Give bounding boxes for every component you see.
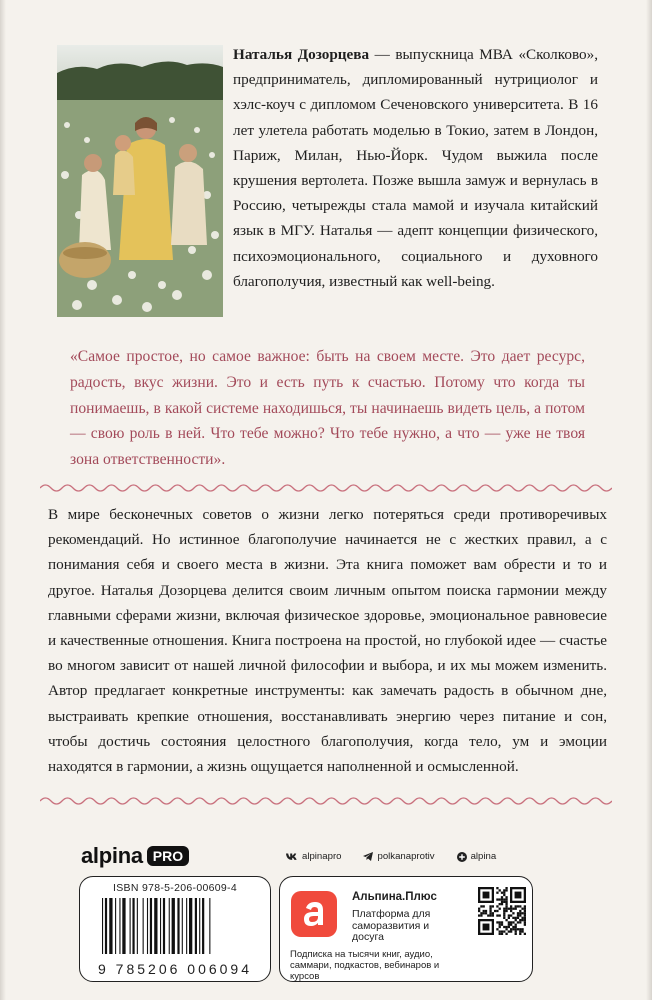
social-telegram-handle: polkanaprotiv (377, 851, 435, 862)
author-bio-text: — выпускница МВА «Сколково», предприниматель, дипломированный нутрициолог и хэлс-коуч с дипломом Сеченовского университета. В 16 лет улетела работать моделью в Токио, затем в Лондон, Париж, Милан, Нью-Йорк. Чудом выжила после крушения вертолета. Позже вышла замуж и вернулась в Россию, четырежды стала мамой и изучала китайский язык в МГУ. Наталья — адепт концепции физического, психоэмоционального, социального и духовного благополучия, известный как well-being. (233, 46, 598, 290)
alpina-plus-footer: Подписка на тысячи книг, аудио, саммари, подкастов, вебинаров и курсов (290, 949, 440, 982)
social-plus (457, 851, 497, 862)
telegram-icon (363, 852, 373, 861)
qr-code[interactable] (478, 887, 526, 935)
alpina-plus-title: Альпина.Плюс (352, 891, 437, 903)
plus-icon (457, 852, 467, 862)
wave-divider-bottom (40, 795, 612, 807)
alpina-plus-logo-icon (291, 891, 337, 937)
alpina-plus-promo (279, 876, 533, 982)
left-page-edge (0, 0, 6, 1000)
publisher-name: alpina (81, 843, 143, 868)
social-vk-handle: alpinapro (302, 851, 342, 862)
social-plus-handle: alpina (470, 851, 497, 862)
author-photo (57, 45, 223, 317)
barcode (100, 898, 256, 954)
social-links (286, 851, 496, 862)
publisher-badge: PRO (147, 846, 189, 866)
author-name: Наталья Дозорцева (233, 46, 370, 63)
alpina-plus-subtitle: Платформа для саморазвития и досуга (352, 908, 431, 943)
publisher-logo (81, 843, 189, 869)
wave-divider-top (40, 482, 612, 494)
barcode-digits: 9 785206 006094 (98, 961, 252, 977)
right-page-edge (646, 0, 652, 1000)
isbn: ISBN 978-5-206-00609-4 (113, 882, 237, 894)
book-description: В мире бесконечных советов о жизни легко потеряться среди противоречивых рекомендаций. Но истинное благополучие начинается не с жестких правил, а с понимания себя и своего места в жизни. Эта книга поможет вам обрести и то и другое. Наталья Дозорцева делится своим личным опытом поиска гармонии между главными сферами жизни, включая физическое здоровье, эмоциональное равновесие и качественные отношения. Книга построена на простой, но глубокой идее — счастье во многом зависит от нашей личной философии и выбора, и их мы можем изменить. Автор предлагает конкретные инструменты: как замечать радость в обычном дне, выстраивать крепкие отношения, восстанавливать энергию через питание и сон, чтобы достичь состояния целостного благополучия, когда тело, ум и эмоции находятся в гармонии, а жизнь ощущается наполненной и осмысленной. (48, 506, 607, 776)
social-vk (286, 851, 341, 862)
barcode-box (79, 876, 271, 982)
social-telegram (363, 851, 434, 862)
author-quote: «Самое простое, но самое важное: быть на своем месте. Это дает ресурс, радость, вкус жизни. Это и есть путь к счастью. Потому что когда ты понимаешь, в какой системе находишься, ты начинаешь видеть цель, а потом — свою роль в ней. Что тебе можно? Что тебе нужно, а что — уже не твоя зона ответственности». (70, 348, 585, 469)
author-bio (233, 42, 598, 294)
vk-icon (286, 853, 298, 861)
